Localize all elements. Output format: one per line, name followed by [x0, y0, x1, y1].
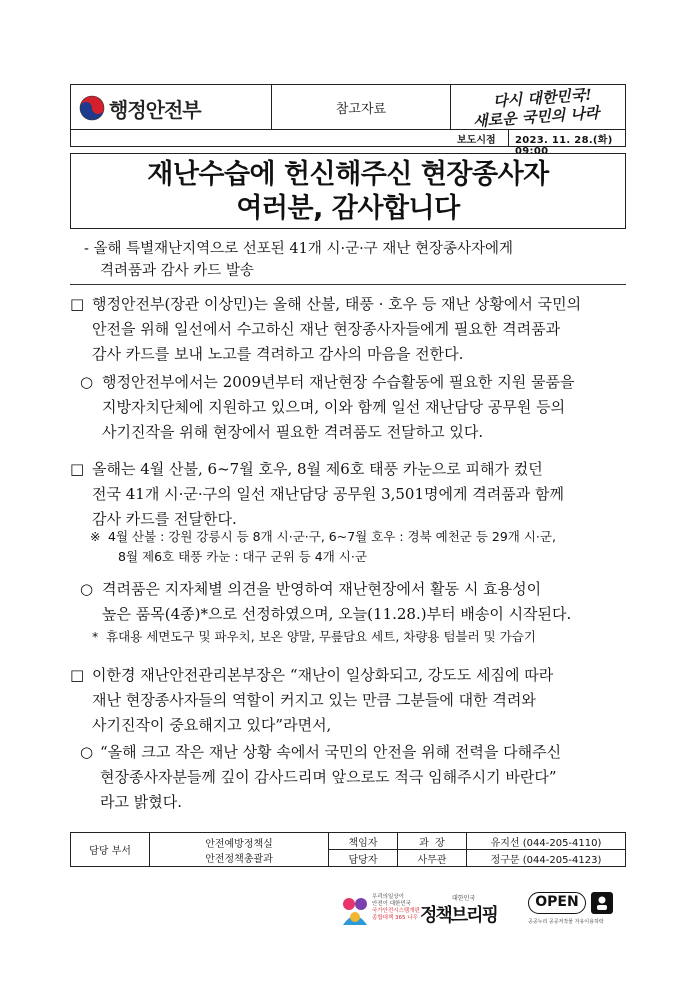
paragraph-6-line-2: 현장종사자분들께 깊이 감사드리며 앞으로도 적극 임해주시기 바란다”: [100, 768, 557, 786]
ministry-logo-cell: [71, 85, 271, 129]
reference-mark-icon: ※: [90, 529, 101, 544]
paragraph-5: [70, 663, 630, 738]
campaign-line-3: 국가안전시스템개편: [372, 908, 420, 914]
paragraph-3-line-3: 감사 카드를 전달한다.: [92, 510, 237, 528]
contact-role-2: 담당자: [329, 850, 398, 867]
briefing-small-label: 대한민국: [452, 895, 476, 902]
paragraph-3-line-1: 올해는 4월 산불, 6~7월 호우, 8월 제6호 태풍 카눈으로 피해가 컸던: [92, 460, 543, 478]
ministry-name: 행정안전부: [109, 98, 201, 122]
paragraph-1: [70, 292, 630, 367]
paragraph-5-line-2: 재난 현장종사자들의 역할이 커지고 있는 만큼 그분들에 대한 격려와: [92, 691, 536, 709]
paragraph-3-line-2: 전국 41개 시·군·구의 일선 재난담당 공무원 3,501명에게 격려품과 함께: [92, 485, 564, 503]
paragraph-2-line-3: 사기진작을 위해 현장에서 필요한 격려품도 전달하고 있다.: [102, 423, 484, 441]
open-caption: 공공누리 공공저작물 자유이용허락: [528, 919, 604, 925]
note-2: [92, 627, 637, 647]
paragraph-5-line-1: 이한경 재난안전관리본부장은 “재난이 일상화되고, 강도도 세짐에 따라: [92, 666, 554, 684]
contact-person-2: 정구문 (044-205-4123): [467, 850, 626, 867]
paragraph-2-line-1: 행정안전부에서는 2009년부터 재난현장 수습활동에 필요한 지원 물품을: [102, 373, 575, 391]
slogan-line-2: 새로운 국민의 나라: [472, 103, 600, 131]
note-1-line-2: 8월 제6호 태풍 카눈 : 대구 군위 등 4개 시·군: [118, 549, 367, 564]
contact-role-1: 책임자: [329, 833, 398, 850]
paragraph-6-line-1: “올해 크고 작은 재난 상황 속에서 국민의 안전을 위해 전력을 다해주신: [100, 743, 562, 761]
paragraph-3: [70, 457, 630, 532]
campaign-line-1: 우리의일상이: [372, 894, 404, 900]
release-label: 보도시점: [457, 135, 496, 146]
note-2-line-1: 휴대용 세면도구 및 파우치, 보온 양말, 무릎담요 세트, 차량용 텀블러 및 가습기: [106, 629, 536, 644]
subtitle-line-1: - 올해 특별재난지역으로 선포된 41개 시·군·구 재난 현장종사자에게: [84, 241, 514, 257]
subtitle-line-2: 격려품과 감사 카드 발송: [100, 263, 254, 279]
contact-table: [70, 832, 626, 867]
paragraph-1-line-3: 감사 카드를 보내 노고를 격려하고 감사의 마음을 전한다.: [92, 345, 464, 363]
asterisk-icon: *: [92, 629, 99, 644]
circle-bullet-icon: ○: [80, 743, 94, 761]
contact-dept-label: 담당 부서: [71, 833, 150, 867]
circle-bullet-icon: ○: [80, 580, 94, 598]
paragraph-5-line-3: 사기진작이 중요해지고 있다”라면서,: [92, 716, 332, 734]
contact-title-1: 과 장: [398, 833, 467, 850]
briefing-title: 정책브리핑: [420, 905, 497, 926]
campaign-figure-icon: [340, 895, 370, 929]
contact-person-1: 유지선 (044-205-4110): [467, 833, 626, 850]
policy-briefing-logo: [420, 893, 520, 929]
open-license-type-icon: [591, 892, 613, 914]
contact-dept-name: [150, 833, 329, 867]
header-box: [70, 84, 626, 130]
section-divider: [70, 284, 626, 285]
campaign-line-4: 종합대책 365 나우: [372, 915, 418, 921]
contact-dept-line-2: 안전정책총괄과: [205, 853, 273, 865]
square-bullet-icon: □: [70, 295, 85, 313]
title-line-2: 여러분, 감사합니다: [236, 193, 460, 224]
paragraph-2-line-2: 지방자치단체에 지원하고 있으며, 이와 함께 일선 재난담당 공무원 등의: [102, 398, 566, 416]
title-line-1: 재난수습에 헌신해주신 현장종사자: [147, 159, 549, 190]
safety-campaign-logo: [340, 892, 420, 932]
paragraph-1-line-1: 행정안전부(장관 이상민)는 올해 산불, 태풍 · 호우 등 재난 상황에서 국민의: [92, 295, 582, 313]
note-1-line-1: 4월 산불 : 강원 강릉시 등 8개 시·군·구, 6~7월 호우 : 경북 예천군 등 29개 시·군,: [108, 529, 556, 544]
document-type: 참고자료: [271, 85, 451, 129]
paragraph-6-line-3: 라고 밝혔다.: [100, 793, 182, 811]
release-divider: [508, 130, 509, 146]
release-time-row: [70, 130, 626, 157]
paragraph-2: [80, 370, 630, 445]
release-datetime: 2023. 11. 28.(화) 09:00: [515, 135, 613, 157]
square-bullet-icon: □: [70, 666, 85, 684]
note-1: [90, 527, 635, 567]
open-badge: OPEN: [528, 892, 586, 914]
title-box: [70, 153, 626, 229]
ministry-emblem-icon: [79, 95, 105, 121]
paragraph-4-line-1: 격려품은 지자체별 의견을 반영하여 재난현장에서 활동 시 효용성이: [102, 580, 542, 598]
circle-bullet-icon: ○: [80, 373, 94, 391]
paragraph-4: [80, 577, 630, 627]
contact-dept-line-1: 안전예방정책실: [205, 838, 273, 850]
open-license-logo: [528, 892, 614, 930]
paragraph-4-line-2: 높은 품목(4종)*으로 선정하였으며, 오늘(11.28.)부터 배송이 시작된다.: [102, 605, 572, 623]
paragraph-6: [80, 740, 630, 815]
slogan-line-1: 다시 대한민국!: [492, 85, 593, 111]
contact-title-2: 사무관: [398, 850, 467, 867]
campaign-line-2: 안전이 대한민국: [372, 901, 411, 907]
slogan-logo: [451, 85, 627, 129]
square-bullet-icon: □: [70, 460, 85, 478]
paragraph-1-line-2: 안전을 위해 일선에서 수고하신 재난 현장종사자들에게 필요한 격려품과: [92, 320, 561, 338]
